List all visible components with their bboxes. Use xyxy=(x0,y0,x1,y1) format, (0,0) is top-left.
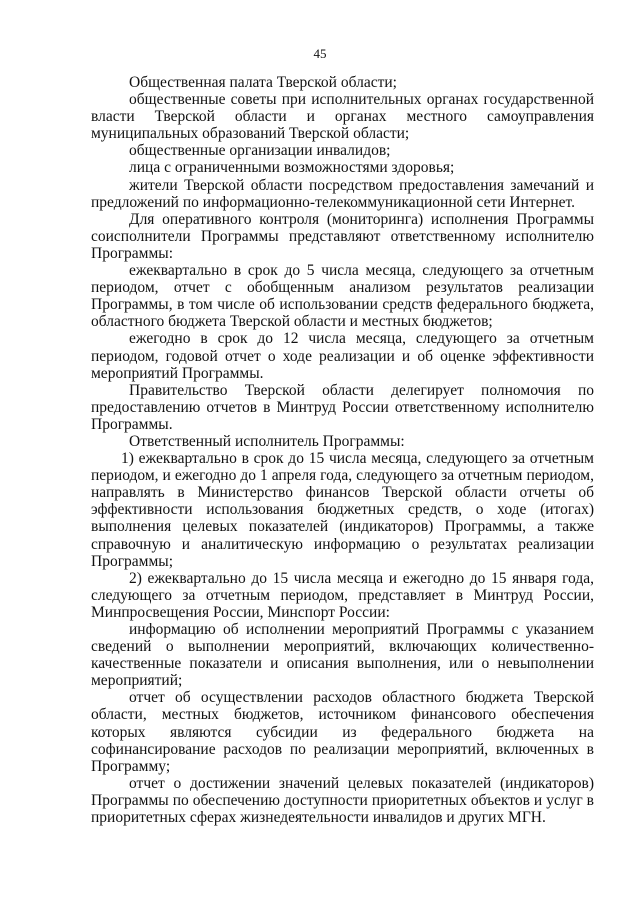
document-body xyxy=(91,74,594,826)
paragraph: жители Тверской области посредством предоставления замечаний и предложений по информационно-телекоммуникационной сети Интернет. xyxy=(91,176,594,211)
paragraph: отчет о достижении значений целевых показателей (индикаторов) Программы по обеспечению доступности приоритетных объектов и услуг в приоритетных сферах жизнедеятельности инвалидов и других МГН. xyxy=(91,774,594,827)
paragraph: Общественная палата Тверской области; xyxy=(129,74,397,91)
paragraph: Правительство Тверской области делегирует полномочия по предоставлению отчетов в Минтруд России ответственному исполнителю Программы. xyxy=(91,381,594,433)
paragraph: ежегодно в срок до 12 числа месяца, следующего за отчетным периодом, годовой отчет о ходе реализации и об оценке эффективности мероприятий Программы. xyxy=(91,330,594,382)
paragraph: лица с ограниченными возможностями здоровья; xyxy=(129,159,455,177)
paragraph: Ответственный исполнитель Программы: xyxy=(129,432,405,450)
page-number: 45 xyxy=(313,46,327,61)
paragraph: ежеквартально в срок до 5 числа месяца, следующего за отчетным периодом, отчет с обобщенным анализом результатов реализации Программы, в том числе об использовании средств федерального бюджета, областного бюджета Тверской области и местных бюджетов; xyxy=(91,262,594,331)
numbered-paragraph: 2) ежеквартально до 15 числа месяца и ежегодно до 15 января года, следующего за отчетным периодом, представляет в Минтруд России, Минпросвещения России, Минспорт России: xyxy=(91,569,594,621)
paragraph: общественные организации инвалидов; xyxy=(129,142,391,160)
paragraph: отчет об осуществлении расходов областного бюджета Тверской области, местных бюджетов, источником финансового обеспечения которых являются субсидии из федерального бюджета на софинансирование расходов по реализации мероприятий, включенных в Программу; xyxy=(91,689,594,775)
paragraph: общественные советы при исполнительных органах государственной власти Тверской области и органах местного самоуправления муниципальных образований Тверской области; xyxy=(91,91,594,143)
numbered-paragraph: 1) ежеквартально в срок до 15 числа месяца, следующего за отчетным периодом, и ежегодно до 1 апреля года, следующего за отчетным периодом, направлять в Министерство финансов Тверской области отчеты об эффективности использования бюджетных средств, о ходе (итогах) выполнения целевых показателей (индикаторов) Программы, а также справочную и аналитическую информацию о результатах реализации Программы; xyxy=(91,450,594,570)
paragraph: Для оперативного контроля (мониторинга) исполнения Программы соисполнители Программы представляют ответственному исполнителю Программы: xyxy=(91,210,594,262)
paragraph: информацию об исполнении мероприятий Программы с указанием сведений о выполнении мероприятий, включающих количественно-качественные показатели и описания выполнения, или о невыполнении мероприятий; xyxy=(91,621,594,690)
